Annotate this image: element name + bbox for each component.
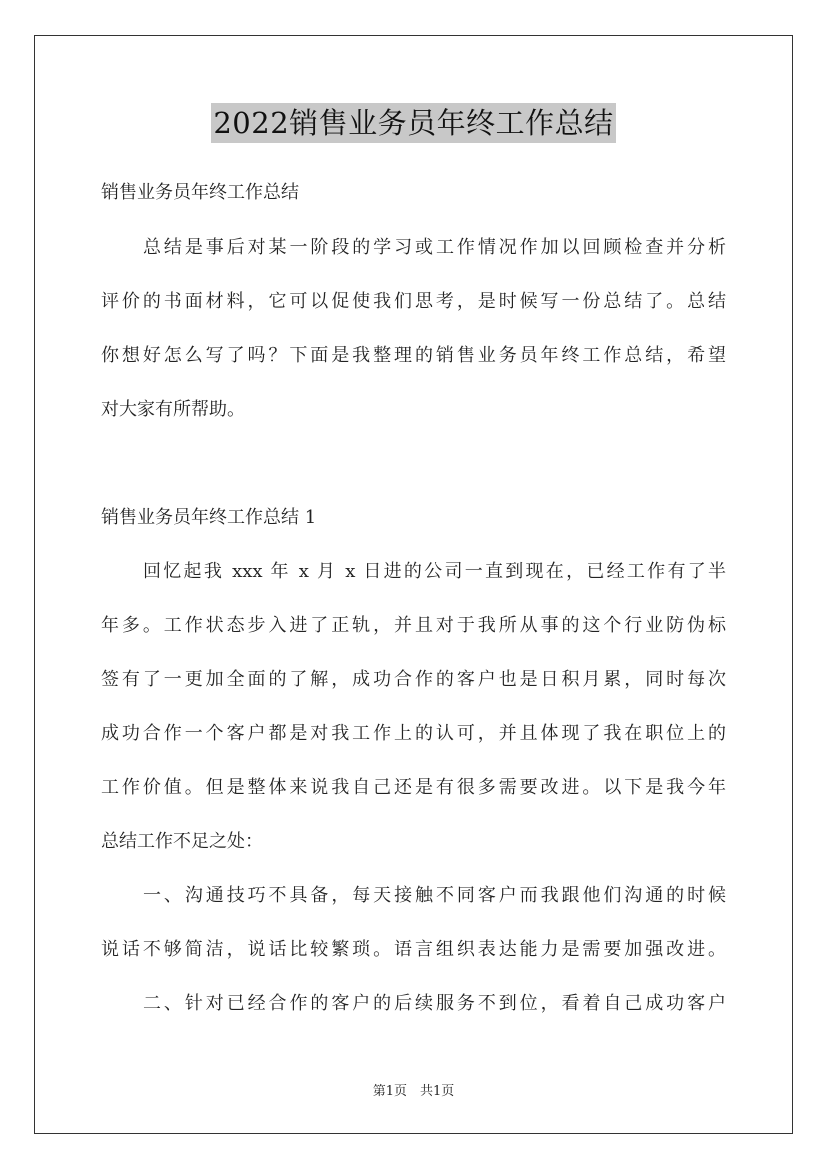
body-line-1: 回忆起我 xxx 年 x 月 x 日进的公司一直到现在，已经工作有了半 — [143, 561, 726, 582]
intro-line-3: 你想好怎么写了吗？下面是我整理的销售业务员年终工作总结，希望 — [101, 345, 726, 366]
document-subtitle: 销售业务员年终工作总结 — [101, 182, 299, 203]
body-line-3: 签有了一更加全面的了解，成功合作的客户也是日积月累，同时每次 — [101, 669, 726, 690]
section-heading: 销售业务员年终工作总结 1 — [101, 507, 317, 528]
intro-line-4: 对大家有所帮助。 — [101, 399, 245, 420]
intro-line-2: 评价的书面材料，它可以促使我们思考，是时候写一份总结了。总结 — [101, 291, 726, 312]
body-line-6: 总结工作不足之处： — [101, 831, 263, 852]
body-line-2: 年多。工作状态步入进了正轨，并且对于我所从事的这个行业防伪标 — [101, 615, 726, 636]
title-wrap — [0, 103, 827, 143]
document-title: 2022销售业务员年终工作总结 — [211, 103, 615, 143]
body-line-9: 二、针对已经合作的客户的后续服务不到位，看着自己成功客户 — [143, 993, 726, 1014]
body-line-5: 工作价值。但是整体来说我自己还是有很多需要改进。以下是我今年 — [101, 777, 726, 798]
page-footer: 第1页 共1页 — [372, 1084, 455, 1099]
body-line-7: 一、沟通技巧不具备，每天接触不同客户而我跟他们沟通的时候 — [143, 885, 726, 906]
body-line-8: 说话不够简洁，说话比较繁琐。语言组织表达能力是需要加强改进。 — [101, 939, 726, 960]
body-line-4: 成功合作一个客户都是对我工作上的认可，并且体现了我在职位上的 — [101, 723, 726, 744]
intro-line-1: 总结是事后对某一阶段的学习或工作情况作加以回顾检查并分析 — [143, 237, 726, 258]
